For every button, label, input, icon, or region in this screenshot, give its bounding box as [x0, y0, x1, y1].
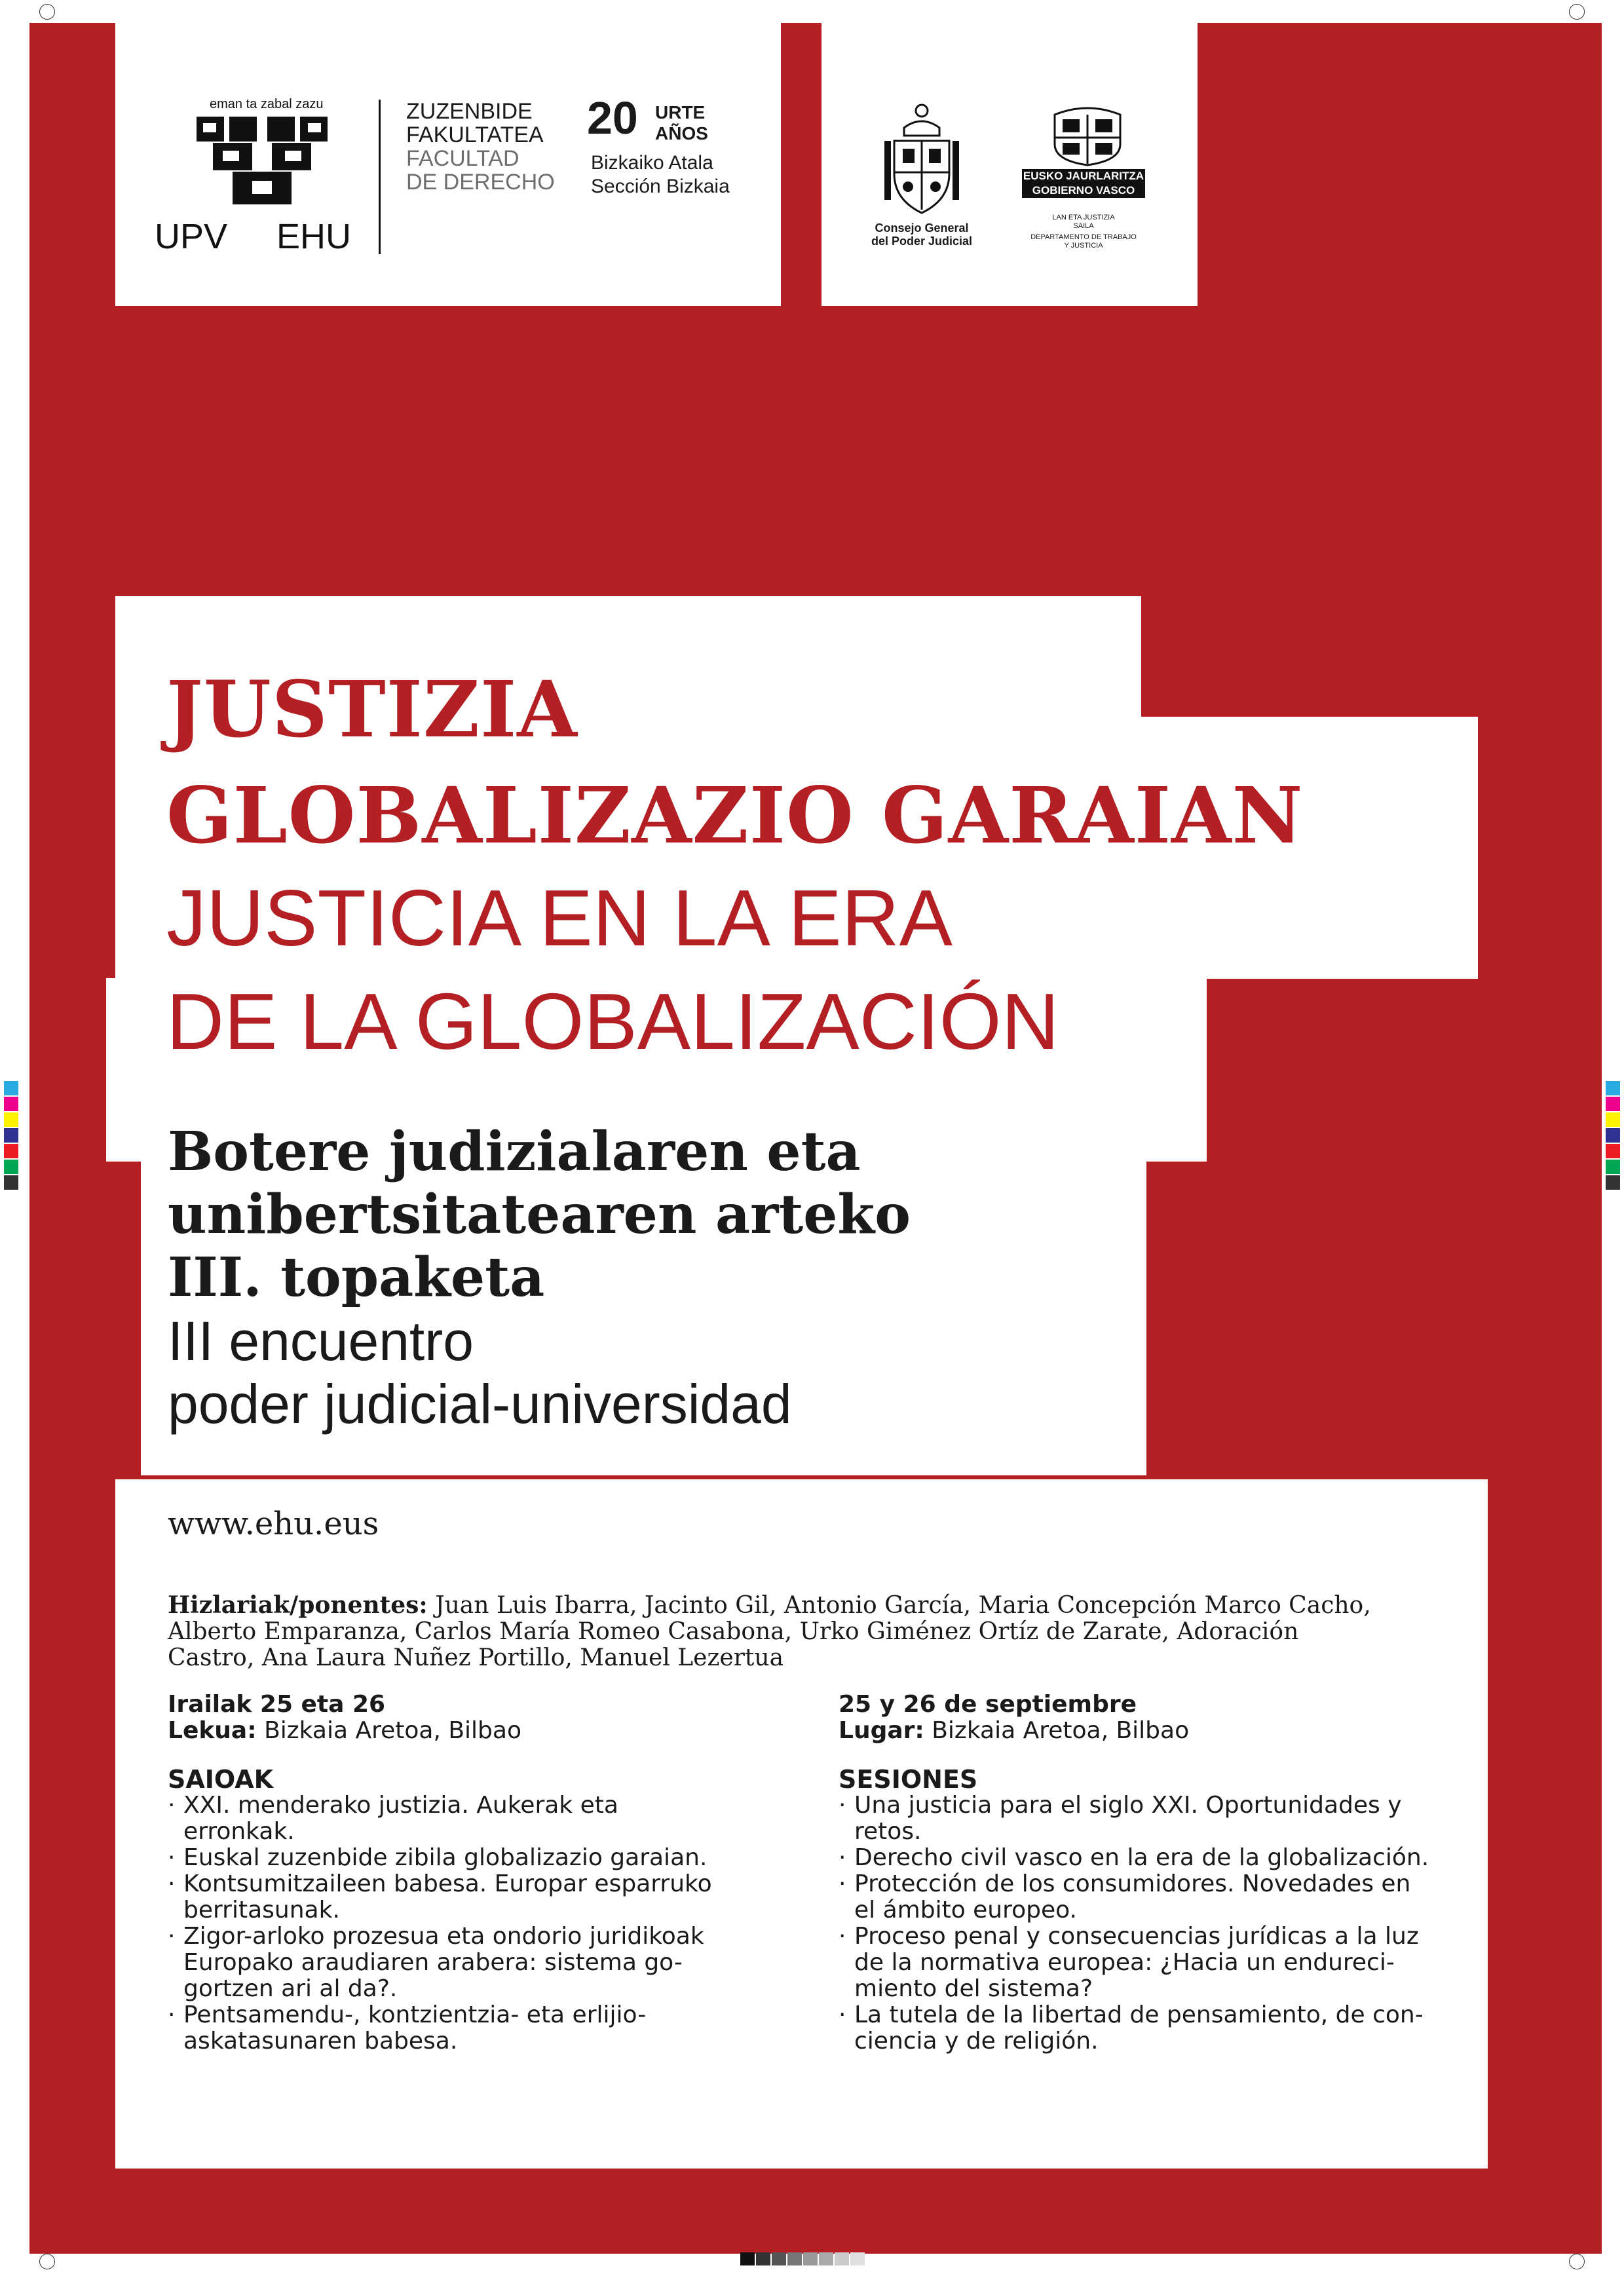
session-line: retos.	[854, 1818, 922, 1845]
session-line: gortzen ari al da?.	[183, 1975, 398, 2002]
spanish-sessions-heading: SESIONES	[839, 1765, 978, 1794]
subtitle-eu-line3: III. topaketa	[168, 1246, 545, 1309]
gray-step-swatch	[787, 2252, 802, 2265]
faculty-es-line2: DE DERECHO	[406, 170, 555, 195]
title-es-line2: DE LA GLOBALIZACIÓN	[166, 977, 1059, 1066]
title-es-line1: JUSTICIA EN LA ERA	[166, 873, 953, 962]
ehu-tree-logo-icon	[197, 117, 328, 208]
bullet-icon: ·	[839, 1792, 846, 1819]
section-es: Sección Bizkaia	[591, 176, 730, 197]
speakers-names-1: Juan Luis Ibarra, Jacinto Gil, Antonio García, Maria Concepción Marco Cacho,	[435, 1592, 1371, 1619]
gobierno-vasco-shield-icon	[1048, 105, 1127, 167]
spanish-place-label: Lugar:	[839, 1717, 924, 1744]
gv-line1: EUSKO JAURLARITZA	[1023, 170, 1144, 182]
logo-divider	[379, 100, 381, 254]
gray-step-swatch	[819, 2252, 833, 2265]
session-line: XXI. menderako justizia. Aukerak eta	[183, 1792, 618, 1819]
session-item	[839, 1871, 1467, 1923]
session-line: Euskal zuzenbide zibila globalizazio garaian.	[183, 1844, 708, 1871]
session-line: askatasunaren babesa.	[183, 2028, 458, 2055]
faculty-es-line1: FACULTAD	[406, 146, 519, 171]
upv-wordmark: UPV	[155, 217, 228, 256]
bullet-icon: ·	[839, 2001, 846, 2028]
bullet-icon: ·	[168, 1870, 176, 1897]
color-bar-swatch	[4, 1081, 18, 1095]
ehu-wordmark: EHU	[276, 217, 352, 256]
spanish-sessions-list	[839, 1792, 1467, 2055]
session-item	[168, 2002, 797, 2055]
session-line: el ámbito europeo.	[854, 1897, 1077, 1923]
basque-place-text: Bizkaia Aretoa, Bilbao	[264, 1717, 521, 1744]
session-item	[168, 1923, 797, 2002]
color-bar-swatch	[1606, 1160, 1620, 1174]
registration-mark-icon	[1569, 2254, 1585, 2269]
color-bar-swatch	[1606, 1128, 1620, 1143]
subtitle-eu-line2: unibertsitatearen arteko	[168, 1183, 911, 1246]
registration-mark-icon	[1569, 4, 1585, 20]
session-line: Kontsumitzaileen babesa. Europar esparruko	[183, 1870, 712, 1897]
spanish-place-text: Bizkaia Aretoa, Bilbao	[932, 1717, 1190, 1744]
gray-step-swatch	[756, 2252, 770, 2265]
color-bar-swatch	[4, 1144, 18, 1158]
gray-step-swatch	[803, 2252, 818, 2265]
color-bar-swatch	[1606, 1097, 1620, 1111]
subtitle-es-line1: III encuentro	[168, 1310, 474, 1372]
anniversary-eu: URTE	[655, 102, 706, 123]
title-eu-line2: GLOBALIZAZIO GARAIAN	[166, 770, 1304, 861]
session-line: erronkak.	[183, 1818, 295, 1845]
basque-sessions-heading: SAIOAK	[168, 1765, 274, 1794]
bullet-icon: ·	[168, 1923, 176, 1950]
spanish-column	[839, 1692, 1467, 2055]
bullet-icon: ·	[168, 2001, 176, 2028]
gobierno-vasco-band	[1022, 169, 1145, 198]
spanish-date-text: 25 y 26 de septiembre	[839, 1691, 1137, 1718]
basque-date-text: Irailak 25 eta 26	[168, 1691, 386, 1718]
bullet-icon: ·	[168, 1792, 176, 1819]
basque-place	[168, 1718, 797, 1744]
gray-step-swatch	[740, 2252, 755, 2265]
color-bar-swatch	[4, 1112, 18, 1127]
session-line: miento del sistema?	[854, 1975, 1093, 2002]
session-line: Pentsamendu-, kontzientzia- eta erlijio-	[183, 2001, 647, 2028]
color-bar-swatch	[1606, 1112, 1620, 1127]
gv-line2: GOBIERNO VASCO	[1032, 184, 1135, 197]
cgpj-line2: del Poder Judicial	[871, 235, 973, 248]
session-line: Protección de los consumidores. Novedades en	[854, 1870, 1411, 1897]
subtitle-eu-line1: Botere judizialaren eta	[168, 1120, 861, 1183]
registration-mark-icon	[39, 2254, 55, 2269]
spanish-date	[839, 1692, 1467, 1718]
session-item	[839, 1792, 1467, 1845]
session-item	[839, 2002, 1467, 2055]
speakers-line3: Castro, Ana Laura Nuñez Portillo, Manuel Lezertua	[168, 1644, 784, 1671]
cgpj-text	[858, 221, 985, 248]
bullet-icon: ·	[839, 1923, 846, 1950]
gv-dept-es-2: Y JUSTICIA	[1064, 242, 1103, 250]
color-bar-swatch	[1606, 1144, 1620, 1158]
session-line: Zigor-arloko prozesua eta ondorio juridikoak	[183, 1923, 704, 1950]
subtitle-es-line2: poder judicial-universidad	[168, 1373, 792, 1435]
session-line: Una justicia para el siglo XXI. Oportunidades y	[854, 1792, 1402, 1819]
faculty-block	[406, 100, 555, 194]
website-link[interactable]: www.ehu.eus	[168, 1506, 379, 1542]
color-bar-swatch	[4, 1160, 18, 1174]
session-line: Europako araudiaren arabera: sistema go-	[183, 1949, 683, 1976]
color-bar-swatch	[4, 1128, 18, 1143]
speakers-label: Hizlariak/ponentes:	[168, 1591, 428, 1619]
anniversary-number: 20	[587, 92, 638, 143]
session-line: Derecho civil vasco en la era de la globalización.	[854, 1844, 1429, 1871]
color-bar-swatch	[1606, 1081, 1620, 1095]
session-item	[839, 1923, 1467, 2002]
gv-department	[1022, 214, 1145, 250]
speakers-block	[168, 1592, 1452, 1671]
faculty-eu-line1: ZUZENBIDE	[406, 99, 533, 124]
ehu-tagline: eman ta zabal zazu	[210, 97, 324, 111]
bullet-icon: ·	[168, 1844, 176, 1871]
bullet-icon: ·	[839, 1870, 846, 1897]
session-line: berritasunak.	[183, 1897, 340, 1923]
speakers-line2: Alberto Emparanza, Carlos María Romeo Casabona, Urko Giménez Ortíz de Zarate, Adoración	[168, 1618, 1299, 1645]
faculty-eu-line2: FAKULTATEA	[406, 123, 544, 147]
session-item	[839, 1845, 1467, 1871]
basque-date	[168, 1692, 797, 1718]
cgpj-line1: Consejo General	[875, 221, 969, 235]
section-eu: Bizkaiko Atala	[591, 152, 713, 174]
basque-place-label: Lekua:	[168, 1717, 257, 1744]
color-bar-swatch	[4, 1097, 18, 1111]
session-line: de la normativa europea: ¿Hacia un endureci-	[854, 1949, 1395, 1976]
bullet-icon: ·	[839, 1844, 846, 1871]
gray-step-swatch	[835, 2252, 849, 2265]
color-bar-swatch	[1606, 1175, 1620, 1190]
session-line: ciencia y de religión.	[854, 2028, 1099, 2055]
gray-step-swatch	[850, 2252, 865, 2265]
session-item	[168, 1871, 797, 1923]
gv-dept-eu-1: LAN ETA JUSTIZIA	[1052, 214, 1115, 221]
registration-mark-icon	[39, 4, 55, 20]
session-item	[168, 1845, 797, 1871]
color-bar-swatch	[4, 1175, 18, 1190]
gv-dept-es-1: DEPARTAMENTO DE TRABAJO	[1030, 233, 1137, 241]
spanish-place	[839, 1718, 1467, 1744]
speakers-line1	[168, 1592, 1452, 1619]
title-eu-line1: JUSTIZIA	[166, 664, 578, 755]
session-item	[168, 1792, 797, 1845]
gv-dept-eu-2: SAILA	[1073, 222, 1094, 230]
cgpj-coat-of-arms-icon	[878, 102, 966, 219]
gray-step-swatch	[772, 2252, 786, 2265]
basque-sessions-list	[168, 1792, 797, 2055]
session-line: La tutela de la libertad de pensamiento, de con-	[854, 2001, 1424, 2028]
session-line: Proceso penal y consecuencias jurídicas a la luz	[854, 1923, 1419, 1950]
basque-column	[168, 1692, 797, 2055]
anniversary-es: AÑOS	[655, 123, 708, 143]
